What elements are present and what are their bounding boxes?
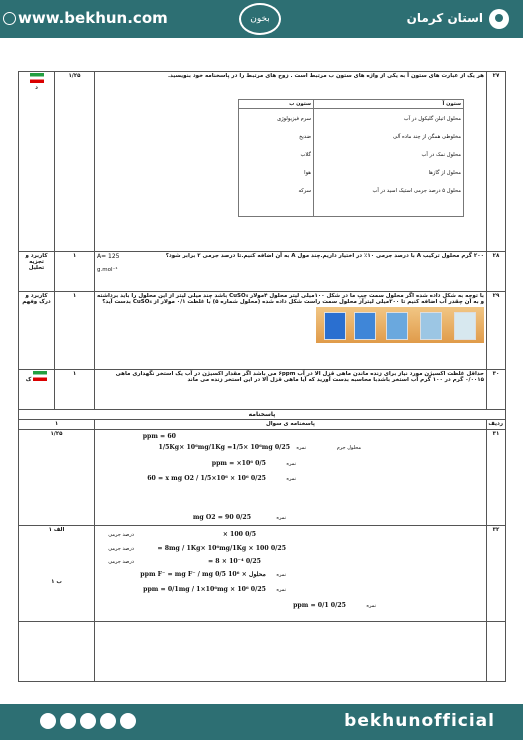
answers-score-header: ۱ xyxy=(19,420,95,430)
beakers-image xyxy=(316,307,484,343)
question-text: حداقل غلظت اکسیژن مورد نیاز برای زنده ماندن ماهی قزل الا در آب ۶ppm می باشد اگر مقدار اکسیژن در آب یک استخر نگهداری ماهی ۰/۰۰۱۵ گرم در ۱۰۰ گرم آب استخر باشدبا محاسبه بدست آورید که آیا ماهی قزل آلا در این استخر زنده می ماند xyxy=(95,370,487,410)
flag-icon xyxy=(33,371,47,381)
answer-line: 1/5Kg× 10⁶mg/1Kg =1/5× 10⁶mg 0/25 xyxy=(158,444,290,451)
answers-title-row xyxy=(19,410,506,420)
answer-row-32 xyxy=(19,526,506,622)
question-body xyxy=(95,72,487,252)
province-label: استان کرمان xyxy=(406,11,483,25)
question-number: ۲۷ xyxy=(487,72,506,252)
globe-icon xyxy=(3,12,16,25)
beaker-2 xyxy=(354,312,376,340)
answer-label: درصد جرمی xyxy=(108,546,134,552)
col-b-header: ستون ب xyxy=(239,100,314,109)
score-part-a: الف ۱ xyxy=(48,527,65,533)
answer-label: نمره xyxy=(276,587,286,593)
answer-number: ۳۱ xyxy=(487,430,506,526)
social-handle[interactable]: bekhunofficial xyxy=(344,711,495,731)
answer-line: ppm = 60 xyxy=(142,433,176,440)
blank-row xyxy=(19,622,506,682)
score-part-b: ب ۱ xyxy=(51,579,62,585)
flag-icon xyxy=(30,73,44,83)
answer-label: درصد جرمی xyxy=(108,532,134,538)
brand-logo xyxy=(239,3,281,35)
question-category xyxy=(19,72,55,252)
question-category: کاربرد و درک وفهم xyxy=(19,292,55,370)
beaker-3 xyxy=(386,312,408,340)
instagram-icon[interactable] xyxy=(40,713,56,729)
footer-bar xyxy=(0,704,523,740)
a-item: محلول نمک در آب xyxy=(421,152,461,158)
answer-line: × 100 0/5 xyxy=(222,531,256,538)
question-text: هر یک از عبارت های ستون آ به یکی از واژه های ستون ب مرتبط است . زوج های مرتبط را در پاسخنامه خود بنویسید. xyxy=(167,73,484,79)
answer-label: نمره xyxy=(276,515,286,521)
exam-sheet xyxy=(18,71,505,701)
answer-label: درصد جرمی xyxy=(108,559,134,565)
question-body xyxy=(95,252,487,292)
answer-label: نمره xyxy=(286,476,296,482)
question-score: ۱ xyxy=(55,252,95,292)
b-item: ضدیخ xyxy=(299,134,311,140)
answer-line: 60 = x mg O2 / 1/5×10⁶ × 10⁶ 0/25 xyxy=(147,475,266,482)
answers-question-header: پاسخنامه ی سوال xyxy=(95,420,487,430)
question-score: ۱/۲۵ xyxy=(55,72,95,252)
b-item: گلاب xyxy=(300,152,311,158)
b-item: سرم فیزیولوژی xyxy=(277,116,311,122)
matching-table xyxy=(238,99,464,217)
beaker-5 xyxy=(454,312,476,340)
beaker-1 xyxy=(324,312,346,340)
col-b-items xyxy=(239,109,314,217)
question-category: کاربرد و تجزیه تحلیل xyxy=(19,252,55,292)
answers-row-header: ردیف xyxy=(487,420,506,430)
answer-label: نمره xyxy=(296,445,306,451)
answer-line: mg O2 = 90 0/25 xyxy=(192,514,251,521)
question-row-27 xyxy=(19,72,506,252)
question-score: ۱ xyxy=(55,370,95,410)
answer-line: ppm = 0/1 0/25 xyxy=(293,602,346,609)
header-bar xyxy=(0,0,523,38)
answer-line: = 8 × 10⁻⁴ 0/25 xyxy=(207,558,261,565)
question-body xyxy=(95,292,487,370)
question-row-30 xyxy=(19,370,506,410)
a-item: مخلوطی همگن از چند ماده آلی xyxy=(393,134,461,140)
telegram-icon[interactable] xyxy=(80,713,96,729)
question-text: ۲۰۰ گرم محلول ترکیب A با درصد جرمی ۱۰٪ در اختیار داریم.چند مول A به آن اضافه کنیم.تا درصد جرمی ۲ برابر شود؟ xyxy=(165,253,484,259)
questions-table xyxy=(18,71,506,682)
whatsapp-icon[interactable] xyxy=(120,713,136,729)
answer-body xyxy=(95,526,487,622)
logo-text: بخون xyxy=(250,14,270,24)
answer-score xyxy=(19,526,95,622)
col-a-items xyxy=(314,109,464,217)
answer-score: ۱/۲۵ xyxy=(19,430,95,526)
question-row-29 xyxy=(19,292,506,370)
answer-line: ppm F⁻ = mg F⁻ / mg محلول × 10⁶ 0/5 xyxy=(140,571,266,578)
category-text: ک xyxy=(25,377,32,383)
answer-line: = 8mg / 1Kg× 10⁶mg/1Kg × 100 0/25 xyxy=(157,545,286,552)
answer-number: ۳۲ xyxy=(487,526,506,622)
molar-mass: A= 125 xyxy=(97,253,120,260)
answer-label: نمره xyxy=(286,461,296,467)
a-item: محلول ۵ درصد جرمی استیک اسید در آب xyxy=(372,188,461,194)
b-item: سرکه xyxy=(298,188,311,194)
answer-label: نمره xyxy=(276,572,286,578)
category-text: د xyxy=(35,85,38,91)
answers-header-row xyxy=(19,420,506,430)
answer-line: ppm = ×10⁶ 0/5 xyxy=(211,460,266,467)
aparat-icon[interactable] xyxy=(100,713,116,729)
a-item: محلول از گازها xyxy=(428,170,461,176)
molar-mass-unit: g.mol⁻¹ xyxy=(97,267,118,273)
a-item: محلول اتیلن گلیکول در آب xyxy=(403,116,461,122)
question-category xyxy=(19,370,55,410)
answer-row-31 xyxy=(19,430,506,526)
question-number: ۲۹ xyxy=(487,292,506,370)
location-pin-icon xyxy=(489,9,509,29)
youtube-icon[interactable] xyxy=(60,713,76,729)
question-number: ۲۸ xyxy=(487,252,506,292)
col-a-header: ستون آ xyxy=(314,100,464,109)
question-row-28 xyxy=(19,252,506,292)
question-score: ۱ xyxy=(55,292,95,370)
site-url[interactable]: www.bekhun.com xyxy=(18,9,168,27)
question-number: ۳۰ xyxy=(487,370,506,410)
beaker-4 xyxy=(420,312,442,340)
answer-body xyxy=(95,430,487,526)
answers-title: پاسخنامه xyxy=(19,410,506,420)
answer-label: نمره xyxy=(366,603,376,609)
answer-label: محلول جرم xyxy=(336,445,361,451)
b-item: هوا xyxy=(304,170,311,176)
question-text: با توجه به شکل داده شده اگر محلول سمت چپ ما در شکل ۱۰۰میلی لیتر محلول ۴مولار CuSO₄ باشد چند میلی لیتر از این محلول را باید برداشته و به آن چقدر آب اضافه کنیم تا ۲۰۰میلی لیترآز محلول سمت راست شکل داده شده (محلول شماره ۵) با غلظت ۰/۱ مولار از CuSO₄ بدست آید؟ xyxy=(97,293,484,305)
answer-line: ppm = 0/1mg / 1×10⁶mg × 10⁶ 0/25 xyxy=(143,586,266,593)
